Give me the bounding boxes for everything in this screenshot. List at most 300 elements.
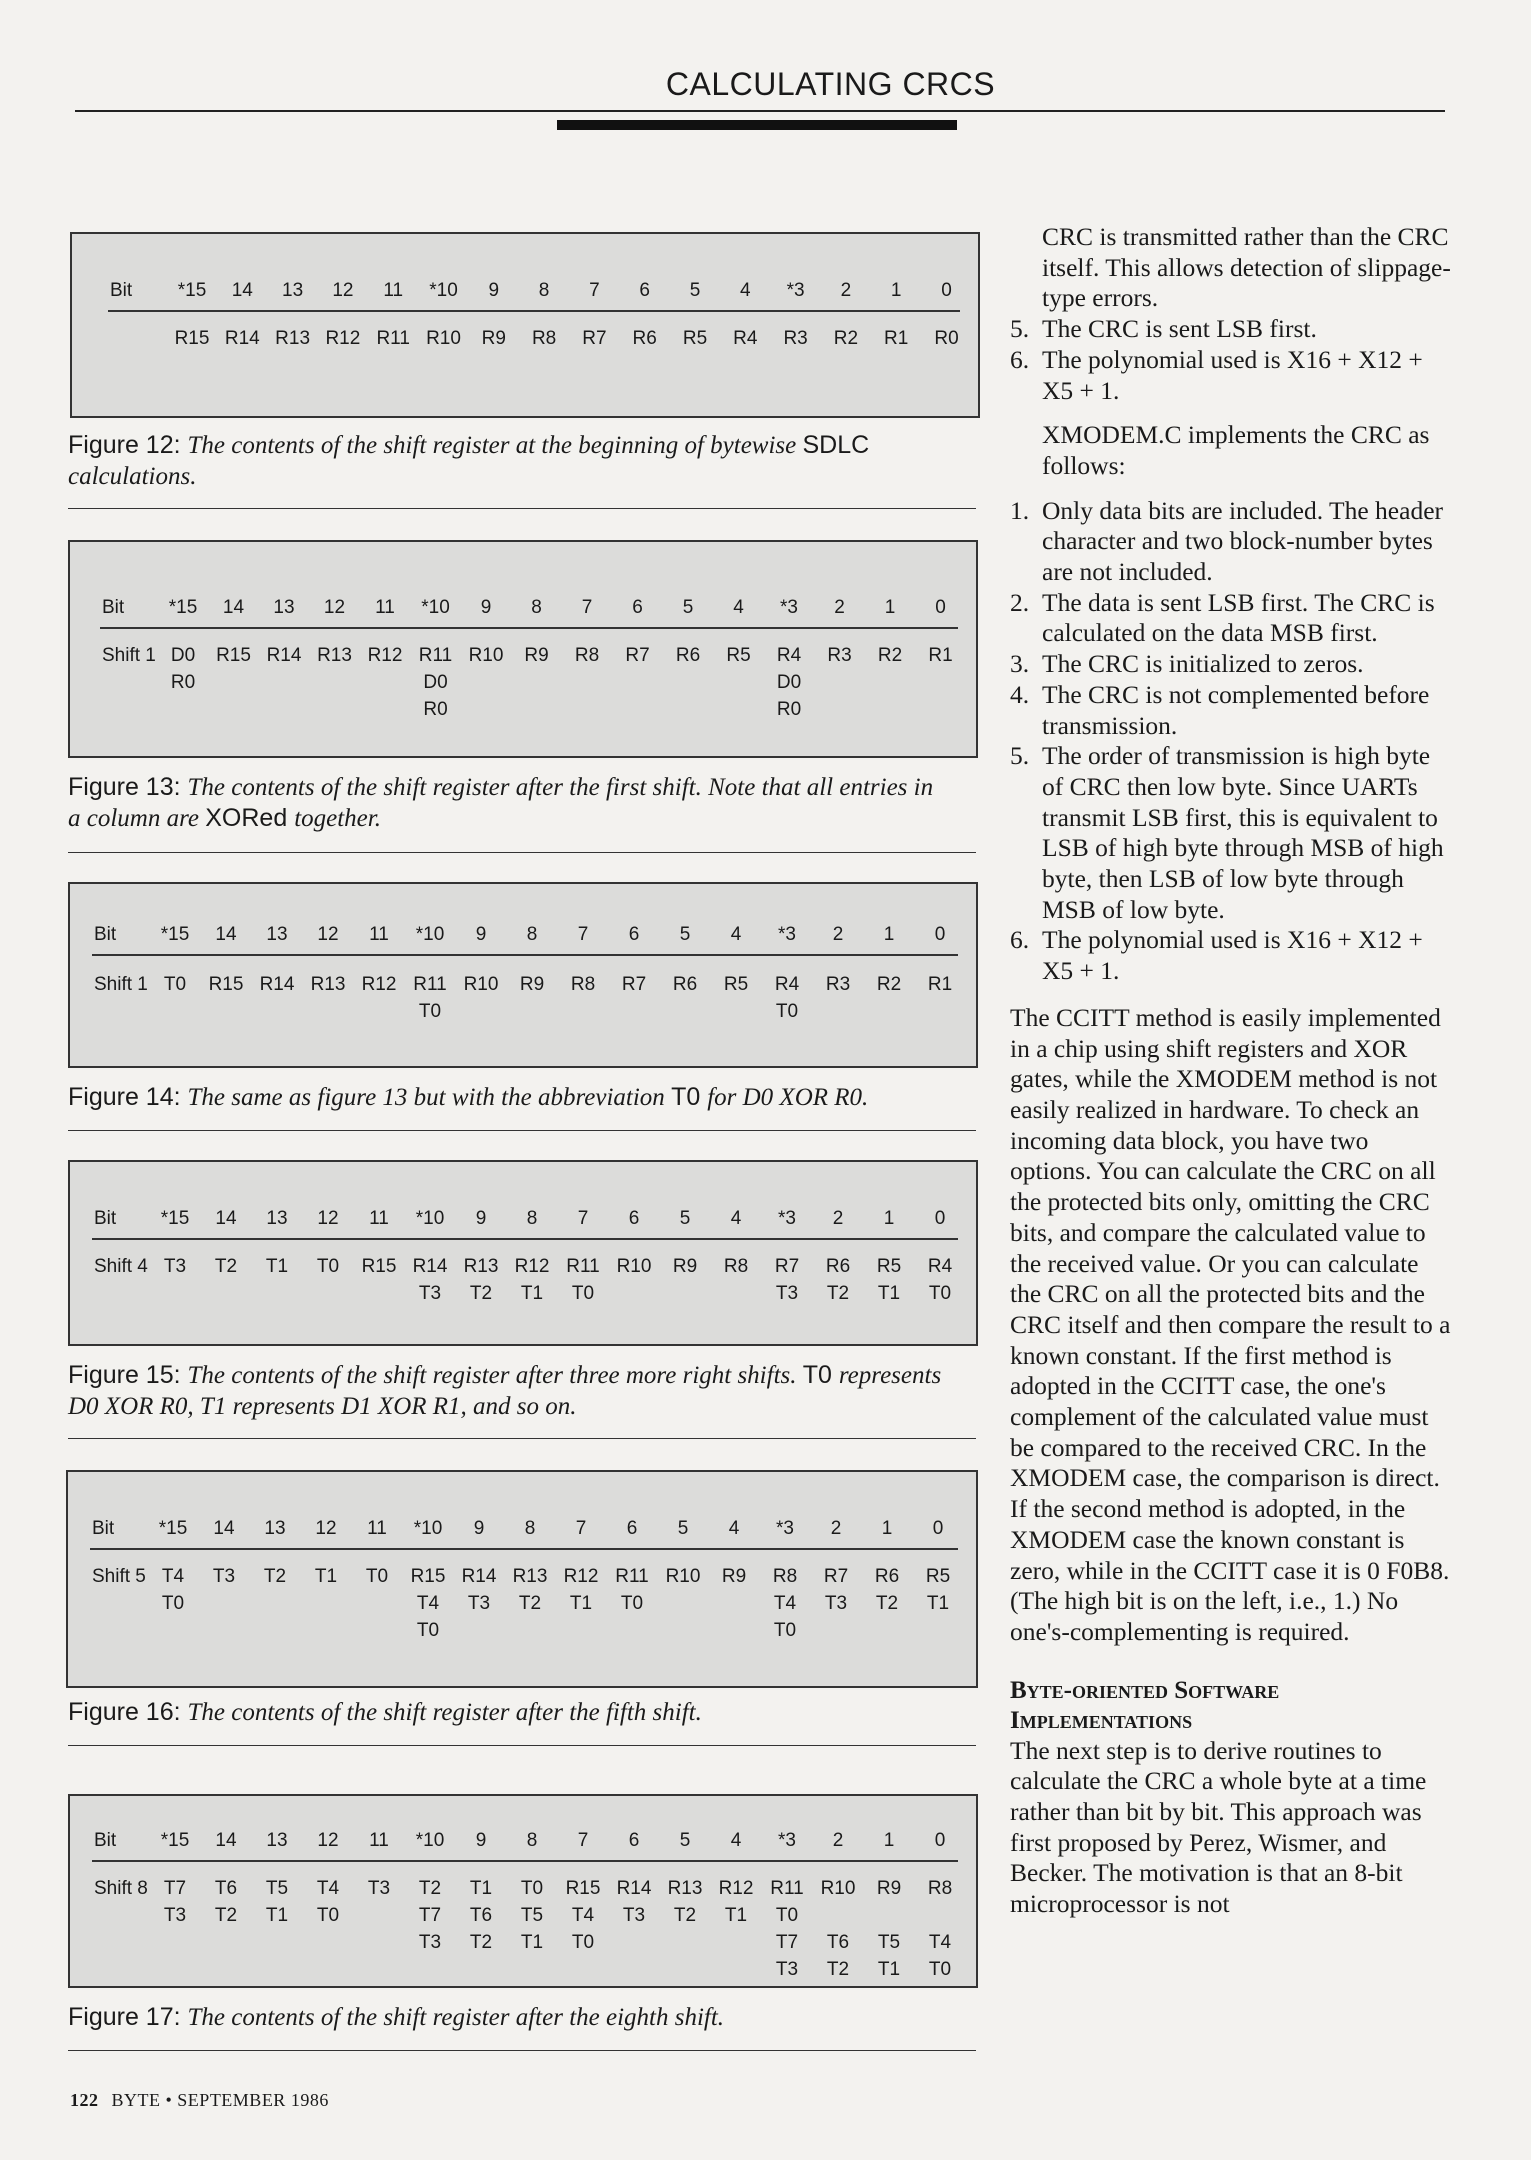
register-cell: T3 bbox=[163, 1256, 187, 1277]
register-cell: T0 bbox=[773, 1620, 797, 1641]
bit-header-cell: 4 bbox=[730, 1830, 742, 1851]
table-rule bbox=[100, 627, 958, 629]
list-text: The CRC is not complemented before transmission. bbox=[1042, 679, 1430, 740]
caption-text: The contents of the shift register after the first shift. Note that all entries in a column are bbox=[68, 774, 934, 832]
register-cell: R1 bbox=[928, 645, 953, 666]
register-cell: R7 bbox=[823, 1566, 849, 1587]
row-label: Shift 1 bbox=[102, 645, 156, 666]
register-cell: R3 bbox=[827, 645, 852, 666]
bit-header-cell: 8 bbox=[524, 1518, 536, 1539]
figure-caption bbox=[68, 772, 948, 834]
bit-header-cell: 9 bbox=[475, 924, 487, 945]
register-cell: R11 bbox=[376, 328, 410, 349]
register-cell: T2 bbox=[418, 1878, 442, 1899]
bit-header-cell: 2 bbox=[832, 1208, 844, 1229]
bit-header-cell: 8 bbox=[526, 1830, 538, 1851]
bit-header-cell: 1 bbox=[883, 1208, 895, 1229]
bit-header-cell: 11 bbox=[369, 1208, 389, 1229]
register-cell: T2 bbox=[214, 1256, 238, 1277]
register-cell: T0 bbox=[316, 1256, 340, 1277]
register-cell: R4 bbox=[927, 1256, 953, 1277]
register-cell: R12 bbox=[514, 1256, 550, 1277]
list-b-item bbox=[1010, 680, 1455, 741]
caption-text: The same as figure 13 but with the abbreviation bbox=[187, 1084, 672, 1111]
bit-header-cell: *15 bbox=[160, 1208, 190, 1229]
bit-header-cell: 5 bbox=[679, 1208, 691, 1229]
body-text-column bbox=[1010, 222, 1455, 1920]
figure-14-box bbox=[68, 882, 978, 1068]
register-cell: T1 bbox=[520, 1283, 544, 1304]
register-cell: T4 bbox=[773, 1593, 797, 1614]
register-cell: T0 bbox=[928, 1283, 952, 1304]
bit-header-cell: 7 bbox=[575, 1518, 587, 1539]
bit-header-cell: *15 bbox=[160, 924, 190, 945]
register-cell: R6 bbox=[874, 1566, 900, 1587]
bit-header-cell: 7 bbox=[577, 1208, 589, 1229]
bit-header-cell: 14 bbox=[231, 280, 253, 301]
bit-header-cell: 11 bbox=[369, 1830, 389, 1851]
caption-tail: calculations. bbox=[68, 463, 197, 490]
row-label: Shift 1 bbox=[94, 974, 148, 995]
register-cell: T2 bbox=[263, 1566, 287, 1587]
register-cell: R10 bbox=[616, 1256, 652, 1277]
bit-header-cell: 6 bbox=[628, 1830, 640, 1851]
list-text: The polynomial used is X16 + X12 + X5 + 1. bbox=[1042, 925, 1423, 986]
bit-header-cell: *3 bbox=[786, 280, 805, 301]
figure-13-box bbox=[68, 540, 978, 758]
register-cell: R2 bbox=[877, 645, 903, 666]
figure-15-box bbox=[68, 1160, 978, 1346]
register-cell: T1 bbox=[314, 1566, 338, 1587]
xmodem-intro: XMODEM.C implements the CRC as follows: bbox=[1042, 420, 1430, 480]
list-text: The CRC is sent LSB first. bbox=[1042, 314, 1317, 344]
register-cell: R11 bbox=[418, 645, 453, 666]
register-cell: T0 bbox=[520, 1878, 544, 1899]
bit-header-cell: 0 bbox=[934, 1208, 946, 1229]
register-cell: D0 bbox=[170, 645, 196, 666]
bit-header-cell: 5 bbox=[677, 1518, 689, 1539]
register-cell: R9 bbox=[876, 1878, 902, 1899]
figure-16-box bbox=[66, 1470, 978, 1688]
figure-caption bbox=[68, 2002, 948, 2033]
register-cell: R14 bbox=[259, 974, 295, 995]
bit-header-cell: 14 bbox=[222, 597, 245, 618]
register-cell: R8 bbox=[531, 328, 557, 349]
register-cell: T7 bbox=[418, 1905, 442, 1926]
register-cell: T1 bbox=[469, 1878, 493, 1899]
bit-header-cell: 12 bbox=[323, 597, 346, 618]
bit-header-cell: 6 bbox=[632, 597, 643, 618]
register-cell: R15 bbox=[174, 328, 210, 349]
register-cell: R14 bbox=[266, 645, 302, 666]
register-cell: R12 bbox=[718, 1878, 754, 1899]
row-label: Shift 4 bbox=[94, 1256, 148, 1277]
register-cell: T0 bbox=[571, 1283, 595, 1304]
list-number: 4. bbox=[1010, 679, 1030, 709]
list-number: 3. bbox=[1010, 649, 1030, 679]
register-cell: T0 bbox=[775, 1001, 799, 1022]
register-cell: R11 bbox=[615, 1566, 649, 1587]
bit-header-cell: 13 bbox=[273, 597, 295, 618]
register-cell: R13 bbox=[317, 645, 352, 666]
bit-header-cell: *10 bbox=[413, 1518, 443, 1539]
figure-caption bbox=[68, 1360, 948, 1422]
register-cell: R12 bbox=[367, 645, 403, 666]
caption-term: SDLC bbox=[802, 431, 870, 459]
figure-17-box bbox=[68, 1794, 978, 1988]
bit-header-cell: 2 bbox=[834, 597, 845, 618]
register-cell: R10 bbox=[463, 974, 499, 995]
row-label: Shift 5 bbox=[92, 1566, 146, 1587]
bit-header-cell: 13 bbox=[266, 1208, 288, 1229]
register-cell: R4 bbox=[776, 645, 802, 666]
bit-header-cell: 0 bbox=[932, 1518, 944, 1539]
bit-header-cell: 0 bbox=[935, 597, 946, 618]
register-cell: R5 bbox=[723, 974, 749, 995]
register-cell: T2 bbox=[518, 1593, 542, 1614]
bit-header-cell: 1 bbox=[890, 280, 902, 301]
bit-header-cell: 7 bbox=[577, 1830, 589, 1851]
bit-header-cell: 4 bbox=[730, 1208, 742, 1229]
register-cell: R15 bbox=[216, 645, 251, 666]
bit-header-label: Bit bbox=[110, 280, 133, 301]
bit-header-cell: 13 bbox=[282, 280, 304, 301]
register-cell: T4 bbox=[928, 1932, 952, 1953]
list-a-item bbox=[1010, 314, 1455, 345]
final-paragraph: The next step is to derive routines to calculate the CRC a whole byte at a time rather than bit by bit. This approach was first proposed by Perez, Wismer, and Becker. The motivation is that an 8-bit microprocessor is not bbox=[1010, 1735, 1427, 1919]
bit-header-cell: *15 bbox=[160, 1830, 190, 1851]
bit-header-cell: 11 bbox=[375, 597, 395, 618]
bit-header-cell: *3 bbox=[778, 1830, 796, 1851]
register-cell: T2 bbox=[826, 1283, 850, 1304]
caption-label: Figure 16: bbox=[68, 1698, 188, 1726]
caption-rule bbox=[68, 852, 976, 853]
register-cell: T0 bbox=[775, 1905, 799, 1926]
register-cell: R2 bbox=[833, 328, 859, 349]
bit-header-cell: 5 bbox=[679, 924, 691, 945]
register-cell: R5 bbox=[726, 645, 751, 666]
register-cell: R5 bbox=[876, 1256, 902, 1277]
register-cell: R1 bbox=[927, 974, 953, 995]
caption-rule bbox=[68, 1130, 976, 1131]
register-cell: T4 bbox=[416, 1593, 440, 1614]
figure-caption bbox=[68, 1697, 948, 1728]
bit-header-cell: 0 bbox=[941, 280, 952, 301]
register-cell: R14 bbox=[224, 328, 260, 349]
register-cell: R5 bbox=[682, 328, 708, 349]
register-cell: R7 bbox=[582, 328, 607, 349]
list-text: The order of transmission is high byte of CRC then low byte. Since UARTs transmit LSB first, this is equivalent to LSB of high byte through MSB of high byte, then LSB of low byte through MSB of low byte. bbox=[1042, 741, 1444, 924]
running-head: CALCULATING CRCS bbox=[665, 66, 996, 102]
register-cell: R15 bbox=[410, 1566, 446, 1587]
bit-header-cell: 2 bbox=[840, 280, 852, 301]
bit-header-cell: 7 bbox=[577, 924, 589, 945]
register-cell: T3 bbox=[775, 1959, 799, 1980]
register-table bbox=[70, 542, 980, 760]
caption-text: The contents of the shift register after three more right shifts. bbox=[187, 1362, 803, 1389]
register-cell: T0 bbox=[316, 1905, 340, 1926]
table-rule bbox=[92, 1860, 958, 1862]
bit-header-label: Bit bbox=[102, 597, 125, 618]
register-cell: R6 bbox=[825, 1256, 851, 1277]
register-cell: R9 bbox=[524, 645, 549, 666]
figure-12-box bbox=[70, 232, 980, 418]
register-cell: R14 bbox=[616, 1878, 652, 1899]
bit-header-label: Bit bbox=[94, 924, 117, 945]
bit-header-cell: 11 bbox=[369, 924, 389, 945]
header-rule bbox=[75, 110, 1445, 112]
caption-label: Figure 13: bbox=[68, 773, 188, 801]
register-cell: R15 bbox=[208, 974, 244, 995]
list-number: 6. bbox=[1010, 344, 1030, 374]
register-cell: R3 bbox=[825, 974, 851, 995]
register-cell: R8 bbox=[927, 1878, 953, 1899]
register-table bbox=[70, 1162, 980, 1348]
register-cell: T1 bbox=[724, 1905, 748, 1926]
register-cell: R5 bbox=[925, 1566, 951, 1587]
register-cell: T1 bbox=[926, 1593, 950, 1614]
bit-header-cell: 5 bbox=[689, 280, 701, 301]
bit-header-cell: 4 bbox=[740, 280, 751, 301]
bit-header-cell: 9 bbox=[473, 1518, 485, 1539]
bit-header-cell: 14 bbox=[215, 1208, 237, 1229]
caption-term: XORed bbox=[205, 804, 295, 832]
register-cell: R6 bbox=[675, 645, 701, 666]
register-cell: R8 bbox=[723, 1256, 749, 1277]
caption-label: Figure 15: bbox=[68, 1361, 188, 1389]
bit-header-cell: 9 bbox=[480, 597, 492, 618]
register-cell: R7 bbox=[621, 974, 647, 995]
bit-header-cell: *3 bbox=[778, 1208, 796, 1229]
bit-header-cell: 12 bbox=[317, 1208, 339, 1229]
bit-header-cell: 12 bbox=[317, 1830, 339, 1851]
bit-header-cell: *10 bbox=[415, 1830, 445, 1851]
register-cell: R13 bbox=[275, 328, 311, 349]
bit-header-cell: 0 bbox=[934, 924, 946, 945]
register-cell: T6 bbox=[826, 1932, 850, 1953]
caption-rule bbox=[68, 1438, 976, 1439]
register-cell: R6 bbox=[632, 328, 657, 349]
caption-rule bbox=[68, 1745, 976, 1746]
caption-text: The contents of the shift register at the beginning of bytewise bbox=[187, 432, 803, 459]
list-text: The CRC is initialized to zeros. bbox=[1042, 649, 1364, 679]
body-paragraph: The CCITT method is easily implemented in a chip using shift registers and XOR gates, while the XMODEM method is not easily realized in hardware. To check an incoming data block, you have two options. You can calculate the CRC on all the protected bits only, omitting the CRC bits, and compare the calculated value to the received value. Or you can calculate the CRC on all the protected bits and the CRC itself and then compare the result to a known constant. If the first method is adopted in the CCITT case, the one's complement of the calculated value must be compared to the received CRC. In the XMODEM case, the comparison is direct. If the second method is adopted, in the XMODEM case the known constant is zero, while in the CCITT case it is 0 F0B8. (The high bit is on the left, i.e., 1.) No one's-complementing is required. bbox=[1010, 1002, 1451, 1646]
bit-header-cell: 13 bbox=[264, 1518, 286, 1539]
register-cell: T5 bbox=[877, 1932, 901, 1953]
caption-label: Figure 17: bbox=[68, 2003, 188, 2031]
caption-tail: for D0 XOR R0. bbox=[707, 1084, 869, 1111]
figure-caption bbox=[68, 1082, 948, 1113]
register-cell: R10 bbox=[468, 645, 504, 666]
row-label: Shift 8 bbox=[94, 1878, 148, 1899]
bit-header-cell: 12 bbox=[315, 1518, 337, 1539]
register-cell: T0 bbox=[365, 1566, 389, 1587]
register-table bbox=[72, 234, 982, 420]
register-cell: T3 bbox=[367, 1878, 391, 1899]
bit-header-cell: *3 bbox=[780, 597, 798, 618]
register-cell: T3 bbox=[467, 1593, 491, 1614]
register-cell: T4 bbox=[316, 1878, 340, 1899]
bit-header-cell: 14 bbox=[213, 1518, 235, 1539]
bit-header-cell: 1 bbox=[883, 1830, 895, 1851]
bit-header-cell: *15 bbox=[177, 280, 207, 301]
bit-header-cell: *10 bbox=[429, 280, 458, 301]
section-heading: Byte-oriented Software Implementations bbox=[1010, 1676, 1280, 1734]
bit-header-cell: 6 bbox=[628, 924, 640, 945]
list-b-item bbox=[1010, 496, 1455, 588]
register-cell: R6 bbox=[672, 974, 698, 995]
register-cell: T0 bbox=[163, 974, 187, 995]
register-cell: R10 bbox=[820, 1878, 856, 1899]
register-cell: R9 bbox=[481, 328, 506, 349]
bit-header-cell: 4 bbox=[730, 924, 742, 945]
register-cell: R10 bbox=[665, 1566, 701, 1587]
register-cell: R0 bbox=[170, 672, 196, 693]
register-cell: R13 bbox=[463, 1256, 499, 1277]
list-number: 5. bbox=[1010, 314, 1030, 344]
register-cell: T2 bbox=[214, 1905, 238, 1926]
caption-rule bbox=[68, 2050, 976, 2051]
register-cell: R10 bbox=[426, 328, 461, 349]
caption-tail: represents D0 XOR R0, T1 represents D1 XOR R1, and so on. bbox=[68, 1362, 942, 1420]
register-cell: R0 bbox=[934, 328, 959, 349]
table-rule bbox=[108, 310, 960, 312]
footer-text: BYTE • SEPTEMBER 1986 bbox=[111, 2090, 329, 2110]
bit-header-cell: *10 bbox=[415, 1208, 445, 1229]
register-cell: R2 bbox=[876, 974, 902, 995]
bit-header-cell: 11 bbox=[367, 1518, 387, 1539]
register-cell: T3 bbox=[163, 1905, 187, 1926]
page-footer bbox=[70, 2090, 329, 2111]
caption-tail: together. bbox=[294, 805, 381, 832]
bit-header-cell: 0 bbox=[934, 1830, 946, 1851]
register-cell: T1 bbox=[877, 1959, 901, 1980]
list-a-item bbox=[1010, 345, 1455, 406]
register-cell: T0 bbox=[928, 1959, 952, 1980]
register-cell: T0 bbox=[416, 1620, 440, 1641]
table-rule bbox=[92, 954, 958, 956]
bit-header-cell: *15 bbox=[158, 1518, 188, 1539]
register-cell: T0 bbox=[620, 1593, 644, 1614]
bit-header-cell: 12 bbox=[332, 280, 354, 301]
register-cell: R12 bbox=[361, 974, 397, 995]
bit-header-cell: 4 bbox=[733, 597, 744, 618]
bit-header-label: Bit bbox=[92, 1518, 115, 1539]
register-cell: R14 bbox=[461, 1566, 497, 1587]
register-cell: R11 bbox=[566, 1256, 600, 1277]
bit-header-cell: 8 bbox=[538, 280, 550, 301]
caption-rule bbox=[68, 508, 976, 509]
bit-header-cell: 9 bbox=[475, 1830, 487, 1851]
register-cell: T5 bbox=[520, 1905, 544, 1926]
register-table bbox=[70, 1796, 980, 1990]
register-table bbox=[70, 884, 980, 1070]
register-cell: T3 bbox=[418, 1932, 442, 1953]
register-cell: T1 bbox=[265, 1905, 289, 1926]
register-cell: R12 bbox=[325, 328, 361, 349]
bit-header-cell: 8 bbox=[526, 1208, 538, 1229]
bit-header-cell: 1 bbox=[884, 597, 896, 618]
register-cell: R13 bbox=[512, 1566, 548, 1587]
register-cell: R8 bbox=[574, 645, 600, 666]
bit-header-cell: 7 bbox=[589, 280, 600, 301]
list-number: 5. bbox=[1010, 741, 1030, 771]
register-cell: R12 bbox=[563, 1566, 599, 1587]
bit-header-cell: *10 bbox=[415, 924, 445, 945]
register-cell: R11 bbox=[770, 1878, 804, 1899]
register-cell: R0 bbox=[423, 699, 448, 720]
register-cell: T3 bbox=[212, 1566, 236, 1587]
bit-header-cell: 2 bbox=[830, 1518, 842, 1539]
bit-header-label: Bit bbox=[94, 1830, 117, 1851]
register-cell: R8 bbox=[772, 1566, 798, 1587]
register-cell: R1 bbox=[884, 328, 909, 349]
register-cell: T3 bbox=[775, 1283, 799, 1304]
register-cell: T7 bbox=[775, 1932, 799, 1953]
register-cell: R13 bbox=[667, 1878, 703, 1899]
register-cell: R4 bbox=[733, 328, 758, 349]
bit-header-cell: 11 bbox=[383, 280, 404, 301]
bit-header-cell: 2 bbox=[832, 924, 844, 945]
bit-header-label: Bit bbox=[94, 1208, 117, 1229]
register-cell: T1 bbox=[265, 1256, 289, 1277]
list-b-item bbox=[1010, 741, 1455, 925]
register-cell: D0 bbox=[776, 672, 802, 693]
register-cell: T2 bbox=[469, 1932, 493, 1953]
list-number: 1. bbox=[1010, 495, 1030, 525]
list-a bbox=[1010, 314, 1455, 406]
bit-header-cell: 6 bbox=[628, 1208, 640, 1229]
caption-text: The contents of the shift register after the fifth shift. bbox=[187, 1699, 702, 1726]
register-cell: T4 bbox=[161, 1566, 185, 1587]
list-number: 6. bbox=[1010, 925, 1030, 955]
register-cell: T4 bbox=[571, 1905, 595, 1926]
register-cell: R13 bbox=[310, 974, 346, 995]
register-cell: R11 bbox=[413, 974, 447, 995]
bit-header-cell: 1 bbox=[883, 924, 895, 945]
register-cell: R9 bbox=[721, 1566, 747, 1587]
caption-label: Figure 14: bbox=[68, 1083, 188, 1111]
register-cell: R14 bbox=[412, 1256, 448, 1277]
bit-header-cell: 2 bbox=[832, 1830, 844, 1851]
list-text: The polynomial used is X16 + X12 + X5 + 1. bbox=[1042, 344, 1423, 405]
bit-header-cell: 12 bbox=[317, 924, 339, 945]
register-cell: T1 bbox=[877, 1283, 901, 1304]
intro-text: CRC is transmitted rather than the CRC itself. This allows detection of slippage-type errors. bbox=[1042, 222, 1451, 313]
figure-caption bbox=[68, 430, 948, 492]
register-cell: T2 bbox=[826, 1959, 850, 1980]
register-cell: T5 bbox=[265, 1878, 289, 1899]
register-cell: R4 bbox=[774, 974, 800, 995]
list-number: 2. bbox=[1010, 587, 1030, 617]
bit-header-cell: *3 bbox=[776, 1518, 794, 1539]
list-b bbox=[1010, 496, 1455, 987]
page-number: 122 bbox=[70, 2090, 99, 2110]
list-b-item bbox=[1010, 649, 1455, 680]
list-b-item bbox=[1010, 588, 1455, 649]
bit-header-cell: 4 bbox=[728, 1518, 740, 1539]
register-cell: T7 bbox=[163, 1878, 187, 1899]
register-cell: R3 bbox=[783, 328, 808, 349]
register-cell: T2 bbox=[469, 1283, 493, 1304]
register-cell: T1 bbox=[569, 1593, 593, 1614]
bit-header-cell: 8 bbox=[526, 924, 538, 945]
register-cell: R15 bbox=[361, 1256, 397, 1277]
list-b-item bbox=[1010, 925, 1455, 986]
bit-header-cell: 7 bbox=[581, 597, 593, 618]
register-cell: T1 bbox=[520, 1932, 544, 1953]
bit-header-cell: 9 bbox=[475, 1208, 487, 1229]
